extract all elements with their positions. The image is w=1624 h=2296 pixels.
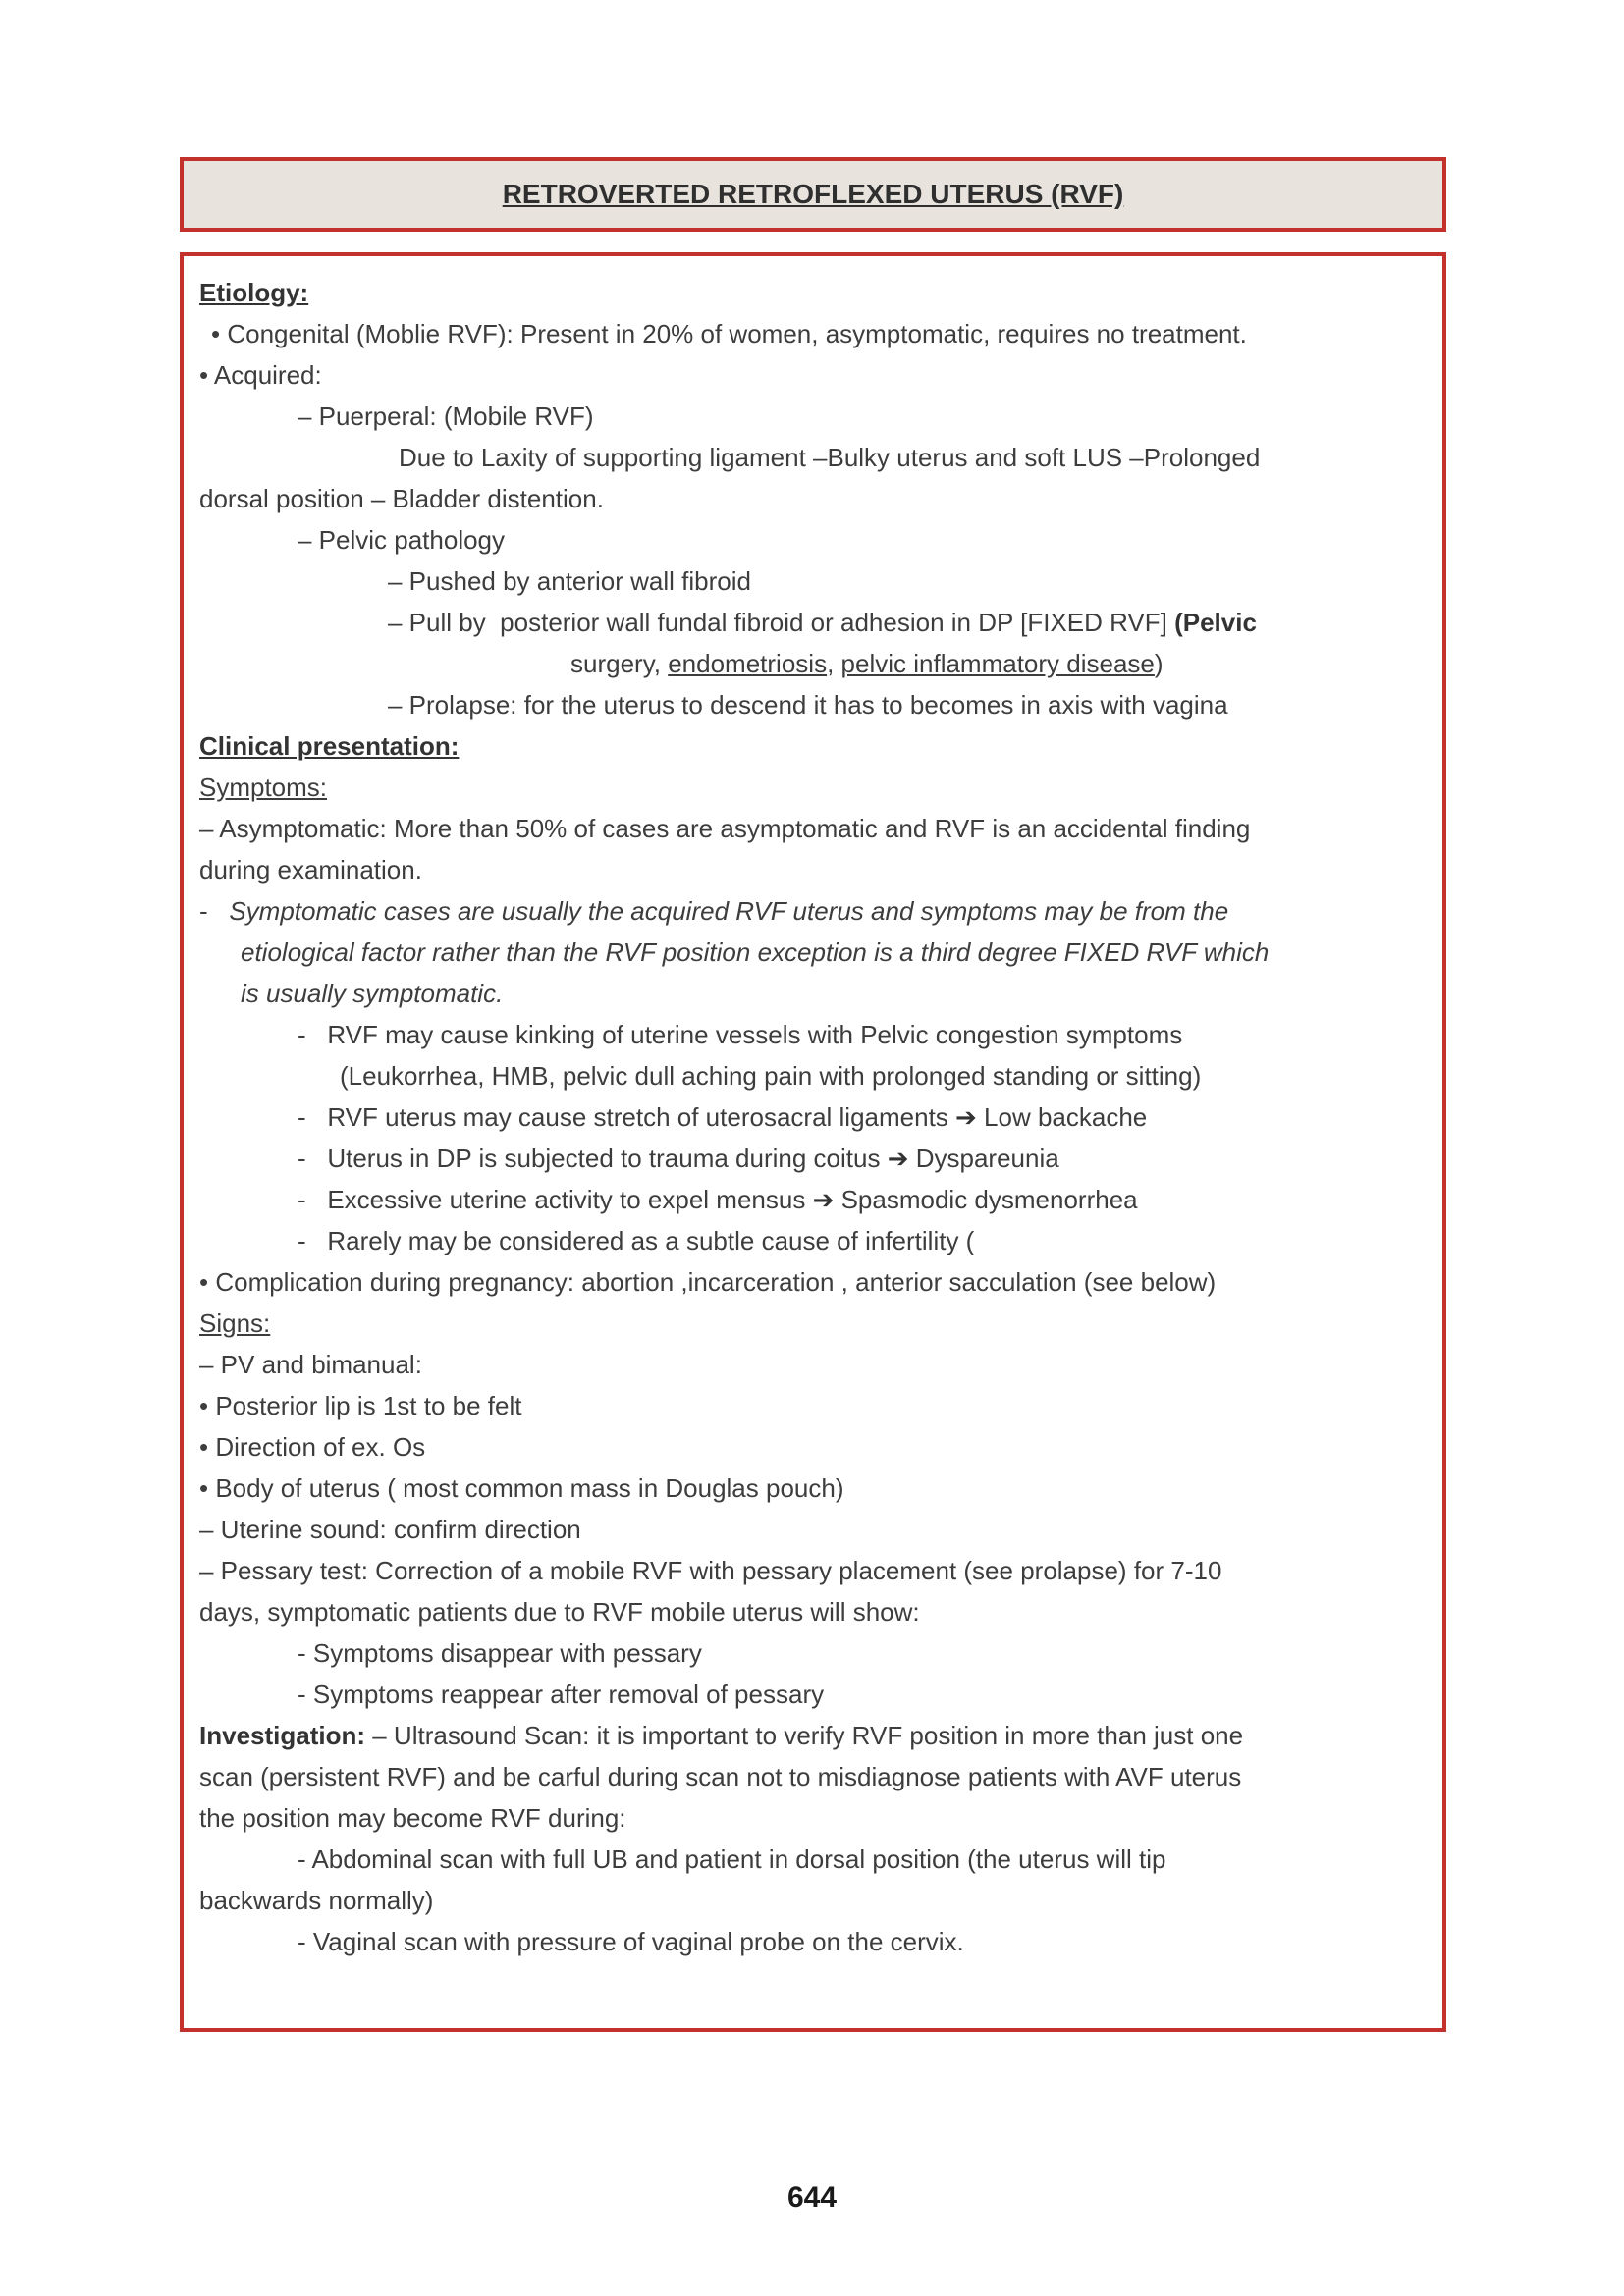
doc-line: [199, 1055, 1427, 1096]
doc-text-segment: – Ultrasound Scan: it is important to verify RVF position in more than just one: [365, 1721, 1244, 1750]
doc-text-segment: dorsal position – Bladder distention.: [199, 484, 604, 513]
doc-text-segment: (Leukorrhea, HMB, pelvic dull aching pain with prolonged standing or sitting): [340, 1061, 1202, 1091]
doc-text-segment: days, symptomatic patients due to RVF mobile uterus will show:: [199, 1597, 920, 1627]
doc-text-segment: • Posterior lip is 1st to be felt: [199, 1391, 522, 1420]
doc-text-segment: - Symptoms reappear after removal of pessary: [298, 1680, 825, 1709]
doc-text-segment: – Pushed by anterior wall fibroid: [388, 566, 751, 596]
doc-line: [199, 932, 1427, 973]
doc-text-segment: -: [298, 1144, 328, 1173]
doc-text-segment: scan (persistent RVF) and be carful during scan not to misdiagnose patients with AVF uterus: [199, 1762, 1242, 1791]
doc-text-segment: Low backache: [976, 1102, 1148, 1132]
content-lines: [199, 272, 1427, 1962]
doc-line: [199, 1674, 1427, 1715]
doc-text-segment: -: [298, 1102, 328, 1132]
doc-text-segment: etiological factor rather than the RVF position exception is a third degree FIXED RVF which: [241, 937, 1270, 967]
doc-line: [199, 1096, 1427, 1138]
doc-text-segment: – Puerperal: (Mobile RVF): [298, 401, 594, 431]
doc-text-segment: – Uterine sound: confirm direction: [199, 1515, 581, 1544]
title-box: [180, 157, 1446, 232]
doc-line: [199, 1179, 1427, 1220]
doc-text-segment: Uterus in DP is subjected to trauma during coitus: [327, 1144, 888, 1173]
doc-text-segment: -: [199, 896, 230, 926]
doc-text-segment: RVF uterus may cause stretch of uterosacral ligaments: [327, 1102, 956, 1132]
doc-text-segment: Spasmodic dysmenorrhea: [834, 1185, 1138, 1214]
doc-text-segment: – Asymptomatic: More than 50% of cases are asymptomatic and RVF is an accidental finding: [199, 814, 1251, 843]
doc-line: [199, 354, 1427, 396]
doc-line: [199, 1014, 1427, 1055]
doc-text-segment: - Abdominal scan with full UB and patient in dorsal position (the uterus will tip: [298, 1844, 1166, 1874]
doc-line: [199, 519, 1427, 561]
doc-text-segment: -: [298, 1226, 328, 1255]
page-number: 644: [786, 2181, 838, 2214]
doc-text-segment: Due to Laxity of supporting ligament –Bulky uterus and soft LUS –Prolonged: [399, 443, 1261, 472]
doc-line: [199, 1261, 1427, 1303]
doc-text-segment: ➔: [812, 1185, 835, 1214]
doc-text-segment: Signs:: [199, 1308, 271, 1338]
doc-line: [199, 1509, 1427, 1550]
doc-line: [199, 808, 1427, 849]
doc-text-segment: – Pelvic pathology: [298, 525, 506, 555]
doc-text-segment: • Body of uterus ( most common mass in Douglas pouch): [199, 1473, 844, 1503]
page-title: RETROVERTED RETROFLEXED UTERUS (RVF): [502, 179, 1124, 209]
doc-text-segment: – PV and bimanual:: [199, 1350, 422, 1379]
doc-line: [199, 1591, 1427, 1632]
doc-line: [199, 1715, 1427, 1756]
doc-text-segment: Dyspareunia: [908, 1144, 1059, 1173]
doc-text-segment: is usually symptomatic.: [241, 979, 504, 1008]
doc-line: [199, 313, 1427, 354]
doc-line: [199, 1344, 1427, 1385]
doc-text-segment: ,: [827, 649, 841, 678]
doc-line: [199, 1426, 1427, 1468]
doc-text-segment: • Direction of ex. Os: [199, 1432, 426, 1462]
doc-text-segment: Symptomatic cases are usually the acquired RVF uterus and symptoms may be from the: [229, 896, 1229, 926]
doc-text-segment: Investigation:: [199, 1721, 366, 1750]
doc-text-segment: Excessive uterine activity to expel mensus: [327, 1185, 813, 1214]
doc-line: [199, 643, 1427, 684]
doc-line: [199, 1756, 1427, 1797]
doc-line: [199, 767, 1427, 808]
doc-text-segment: – Pull by posterior wall fundal fibroid or adhesion in DP [FIXED RVF]: [388, 608, 1175, 637]
doc-line: [199, 1880, 1427, 1921]
doc-line: [199, 1385, 1427, 1426]
doc-line: [199, 725, 1427, 767]
doc-text-segment: (Pelvic: [1174, 608, 1257, 637]
doc-text-segment: Etiology:: [199, 278, 309, 307]
doc-text-segment: surgery,: [570, 649, 669, 678]
doc-text-segment: RVF may cause kinking of uterine vessels with Pelvic congestion symptoms: [327, 1020, 1183, 1049]
doc-line: [199, 1921, 1427, 1962]
doc-text-segment: ➔: [887, 1144, 909, 1173]
doc-line: [199, 1468, 1427, 1509]
doc-line: [199, 890, 1427, 932]
doc-line: [199, 396, 1427, 437]
doc-text-segment: – Prolapse: for the uterus to descend it has to becomes in axis with vagina: [388, 690, 1228, 720]
doc-line: [199, 1303, 1427, 1344]
content-box: [180, 252, 1446, 2032]
doc-text-segment: pelvic inflammatory disease: [840, 649, 1155, 678]
doc-line: [199, 1839, 1427, 1880]
doc-line: [199, 272, 1427, 313]
doc-text-segment: – Pessary test: Correction of a mobile RVF with pessary placement (see prolapse) for 7-10: [199, 1556, 1222, 1585]
doc-text-segment: Symptoms:: [199, 773, 328, 802]
doc-line: [199, 849, 1427, 890]
doc-line: [199, 478, 1427, 519]
doc-text-segment: -: [298, 1185, 328, 1214]
doc-line: [199, 684, 1427, 725]
doc-text-segment: • Complication during pregnancy: abortion ,incarceration , anterior sacculation (see below): [199, 1267, 1217, 1297]
doc-text-segment: endometriosis: [668, 649, 828, 678]
doc-text-segment: Clinical presentation:: [199, 731, 460, 761]
doc-line: [199, 561, 1427, 602]
doc-line: [199, 1220, 1427, 1261]
doc-text-segment: -: [298, 1020, 328, 1049]
doc-line: [199, 437, 1427, 478]
doc-line: [199, 1138, 1427, 1179]
doc-text-segment: • Congenital (Moblie RVF): Present in 20% of women, asymptomatic, requires no treatment.: [211, 319, 1247, 348]
doc-text-segment: - Vaginal scan with pressure of vaginal probe on the cervix.: [298, 1927, 964, 1956]
doc-text-segment: - Symptoms disappear with pessary: [298, 1638, 702, 1668]
doc-text-segment: the position may become RVF during:: [199, 1803, 626, 1833]
doc-text-segment: during examination.: [199, 855, 422, 884]
doc-line: [199, 1632, 1427, 1674]
doc-line: [199, 602, 1427, 643]
doc-text-segment: • Acquired:: [199, 360, 322, 390]
doc-text-segment: backwards normally): [199, 1886, 434, 1915]
doc-text-segment: ): [1154, 649, 1164, 678]
doc-text-segment: ➔: [955, 1102, 977, 1132]
doc-line: [199, 1797, 1427, 1839]
doc-line: [199, 1550, 1427, 1591]
doc-line: [199, 973, 1427, 1014]
doc-text-segment: Rarely may be considered as a subtle cause of infertility (: [327, 1226, 975, 1255]
